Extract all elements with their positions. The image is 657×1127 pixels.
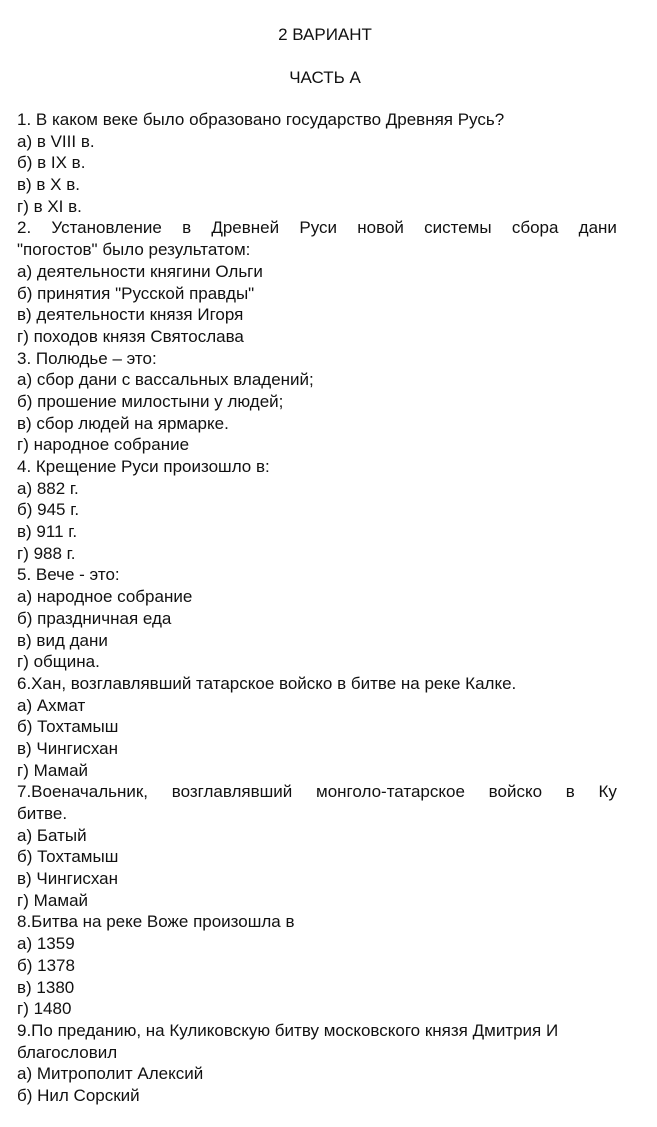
answer-option: в) вид дани: [17, 630, 108, 650]
word: в: [182, 218, 192, 238]
answer-option: г) 1480: [17, 999, 72, 1019]
answer-option: в) 911 г.: [17, 522, 78, 542]
question-text: "погостов" было результатом:: [17, 240, 251, 260]
answer-option: б) Тохтамыш: [17, 847, 119, 867]
question-text: 4. Крещение Руси произошло в:: [17, 457, 270, 476]
question-block: [17, 109, 657, 217]
questions-list: [17, 109, 657, 1107]
answer-option: а) в VIII в.: [17, 131, 95, 151]
answer-option: г) народное собрание: [17, 435, 190, 455]
question-text: [17, 217, 617, 239]
word: новой: [357, 218, 404, 238]
answer-option: б) праздничная еда: [17, 608, 172, 628]
question-block: [17, 911, 657, 1019]
answer-option: г) походов князя Святослава: [17, 326, 244, 346]
question-block: [17, 1020, 657, 1107]
answer-option: в) Чингисхан: [17, 738, 118, 758]
question-block: [17, 348, 657, 456]
word: в: [565, 782, 575, 802]
answer-option: г) Мамай: [17, 890, 89, 910]
word: дани: [578, 218, 617, 238]
word: возглавлявший: [171, 782, 293, 802]
answer-option: г) 988 г.: [17, 543, 76, 563]
part-title: ЧАСТЬ А: [289, 68, 361, 87]
answer-option: в) деятельности князя Игоря: [17, 305, 244, 325]
word: системы: [424, 218, 492, 238]
word: Древней: [211, 218, 280, 238]
question-text: битве.: [17, 804, 68, 823]
question-text: 5. Вече - это:: [17, 565, 120, 585]
answer-option: в) Чингисхан: [17, 869, 118, 889]
answer-option: б) 945 г.: [17, 500, 80, 520]
question-text: 8.Битва на реке Воже произошла в: [17, 912, 295, 932]
answer-option: а) сбор дани с вассальных владений;: [17, 370, 314, 390]
question-block: [17, 456, 657, 564]
answer-option: в) 1380: [17, 977, 75, 997]
answer-option: б) Нил Сорский: [17, 1085, 140, 1105]
word: Установление: [51, 218, 162, 238]
answer-option: а) Ахмат: [17, 695, 86, 715]
answer-option: б) принятия "Русской правды": [17, 283, 255, 303]
answer-option: б) прошение милостыни у людей;: [17, 391, 284, 411]
question-block: [17, 217, 657, 347]
answer-option: а) 1359: [17, 934, 75, 954]
word: сбора: [511, 218, 559, 238]
word: монголо-татарское: [316, 782, 465, 802]
answer-option: г) Мамай: [17, 760, 89, 780]
answer-option: б) Тохтамыш: [17, 717, 119, 737]
question-block: [17, 564, 657, 672]
answer-option: а) деятельности княгини Ольги: [17, 261, 263, 281]
question-text: 3. Полюдье – это:: [17, 348, 157, 368]
question-text: 6.Хан, возглавлявший татарское войско в битве на реке Калке.: [17, 673, 517, 693]
word: 2.: [17, 218, 32, 238]
question-text: 9.По преданию, на Куликовскую битву московского князя Дмитрия И: [17, 1020, 559, 1040]
answer-option: а) Батый: [17, 825, 87, 845]
question-text: 1. В каком веке было образовано государство Древняя Русь?: [17, 110, 505, 129]
answer-option: в) в X в.: [17, 175, 80, 195]
word: Руси: [299, 218, 338, 238]
word: 7.Военачальник,: [17, 782, 149, 802]
answer-option: б) в IX в.: [17, 153, 86, 173]
question-text: благословил: [17, 1042, 118, 1062]
question-text: [17, 781, 617, 803]
question-block: [17, 673, 657, 781]
answer-option: а) Митрополит Алексий: [17, 1064, 204, 1084]
word: войско: [488, 782, 543, 802]
answer-option: г) община.: [17, 652, 100, 672]
answer-option: в) сбор людей на ярмарке.: [17, 413, 229, 433]
answer-option: а) 882 г.: [17, 478, 79, 498]
answer-option: г) в XI в.: [17, 196, 82, 216]
word: Ку: [598, 782, 617, 802]
answer-option: б) 1378: [17, 955, 75, 975]
question-block: [17, 781, 657, 911]
variant-title: 2 ВАРИАНТ: [278, 25, 372, 44]
answer-option: а) народное собрание: [17, 587, 193, 607]
